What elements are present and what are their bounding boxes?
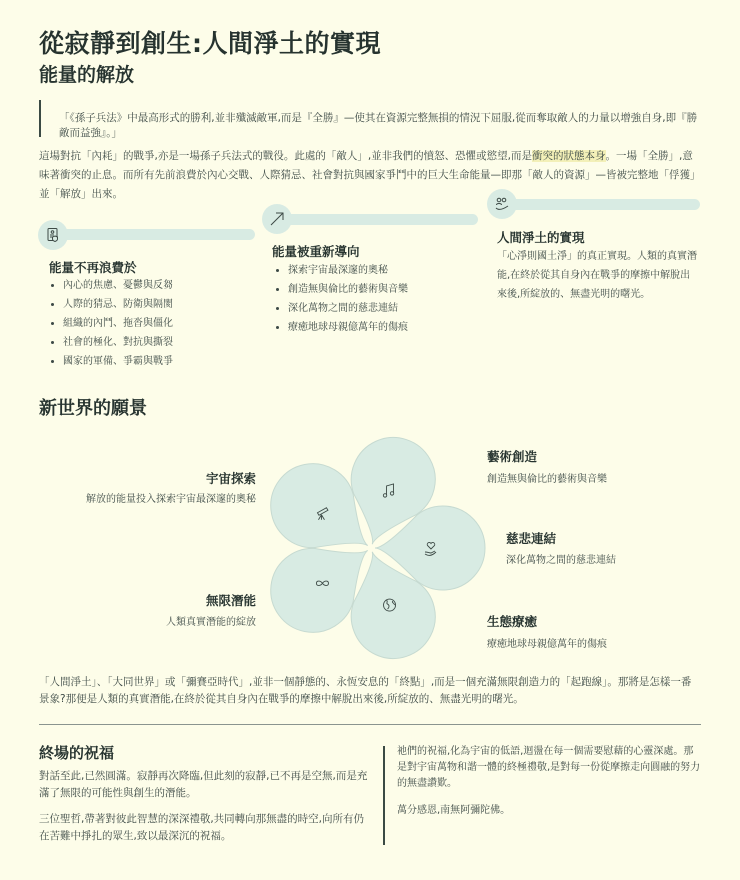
timeline-bar-1 — [52, 229, 255, 240]
petal-title-compassion: 慈悲連結 — [506, 531, 557, 546]
page-title: 從寂靜到創生:人間淨土的實現 — [39, 29, 381, 58]
list-item: 社會的極化、對抗與撕裂 — [49, 333, 173, 352]
timeline-heading-2: 能量被重新導向 — [272, 244, 360, 259]
blessing-left-p2: 三位聖哲,帶著對彼此智慧的深深禮敬,共同轉向那無盡的時空,向所有仍在苦難中掙扎的眾生,致以最深沉的祝福。 — [39, 813, 365, 842]
divider — [39, 724, 701, 725]
wasted-energy-list — [49, 276, 173, 371]
timeline-heading-1: 能量不再浪費於 — [49, 260, 137, 275]
list-item: 組織的內鬥、拖沓與僵化 — [49, 314, 173, 333]
timeline-heading-3: 人間淨土的實現 — [497, 230, 585, 245]
list-item: 深化萬物之間的慈悲連結 — [274, 299, 408, 318]
list-item: 內心的焦慮、憂鬱與反芻 — [49, 276, 173, 295]
petal-title-ecology: 生態療癒 — [487, 614, 538, 629]
intro-text: 這場對抗「內耗」的戰爭,亦是一場孫子兵法式的戰役。此處的「敵人」,並非我們的憤怒、恐懼或慾望,而是 — [39, 150, 533, 162]
intro-paragraph — [39, 147, 701, 204]
intro-highlight: 衝突的狀態本身 — [532, 150, 606, 162]
vision-closing: 「人間淨土」、「大同世界」或「彌賽亞時代」,並非一個靜態的、永恆安息的「終點」,而是一個充滿無限創造力的「起跑線」。那將是怎樣一番景象?那便是人類的真實潛能,在終於從其自身內在戰爭的摩擦中解脫出來後,所綻放的、無盡光明的曙光。 — [39, 676, 692, 705]
list-item: 創造無與倫比的藝術與音樂 — [274, 280, 408, 299]
intro-text-end: 。一場「全勝」,意味著衝突的止息。而所有先前浪費於內心交戰、人際猜忌、社會對抗與國家爭鬥中的巨大生命能量—即那「敵人的資源」—皆被完整地「俘獲」並「解放」出來。 — [39, 150, 701, 200]
blessing-heading: 終場的祝福 — [39, 744, 115, 762]
people-hand-icon — [487, 189, 517, 219]
blessing-border — [383, 746, 385, 845]
petal-title-cosmos: 宇宙探索 — [205, 471, 256, 486]
timeline-bar-2 — [276, 214, 478, 225]
petal-title-potential: 無限潛能 — [205, 593, 256, 608]
petal-title-art: 藝術創造 — [487, 449, 538, 464]
list-item: 國家的軍備、爭霸與戰爭 — [49, 352, 173, 371]
timeline-bar-3 — [502, 199, 700, 210]
petal-desc-potential: 人類真實潛能的綻放 — [166, 617, 256, 628]
blessing-left-p1: 對話至此,已然圓滿。寂靜再次降臨,但此刻的寂靜,已不再是空無,而是充滿了無限的可能性與創生的潛能。 — [39, 770, 368, 799]
document-shield-icon — [38, 220, 68, 250]
blockquote: 「《孫子兵法》中最高形式的勝利,並非殲滅敵軍,而是『全勝』—使其在資源完整無損的情況下屈服,從而奪取敵人的力量以增強自身,即『勝敵而益強』。」 — [39, 100, 701, 137]
blessing-right-p2: 萬分感恩,南無阿彌陀佛。 — [397, 805, 511, 816]
vision-flower-diagram — [260, 430, 500, 670]
list-item: 人際的猜忌、防衛與隔閡 — [49, 295, 173, 314]
pure-land-text: 「心淨則國土淨」的真正實現。人類的真實潛能,在終於從其自身內在戰爭的摩擦中解脫出來後,所綻放的、無盡光明的曙光。 — [497, 251, 697, 300]
page-subtitle: 能量的解放 — [39, 64, 135, 86]
petal-desc-ecology: 療癒地球母親億萬年的傷痕 — [487, 639, 607, 650]
arrow-up-right-icon — [262, 204, 292, 234]
redirected-energy-list — [274, 261, 408, 337]
petal-desc-compassion: 深化萬物之間的慈悲連結 — [506, 555, 616, 566]
list-item: 療癒地球母親億萬年的傷痕 — [274, 318, 408, 337]
petal-desc-art: 創造無與倫比的藝術與音樂 — [487, 474, 607, 485]
petal-desc-cosmos: 解放的能量投入探索宇宙最深邃的奧秘 — [86, 494, 256, 505]
blessing-right-p1: 祂們的祝福,化為宇宙的低語,迴盪在每一個需要慰藉的心靈深處。那是對宇宙萬物和諧一體的終極禮敬,是對每一份從摩擦走向圓融的努力的無盡讚歎。 — [397, 746, 701, 789]
vision-heading: 新世界的願景 — [39, 398, 147, 419]
list-item: 探索宇宙最深邃的奧秘 — [274, 261, 408, 280]
